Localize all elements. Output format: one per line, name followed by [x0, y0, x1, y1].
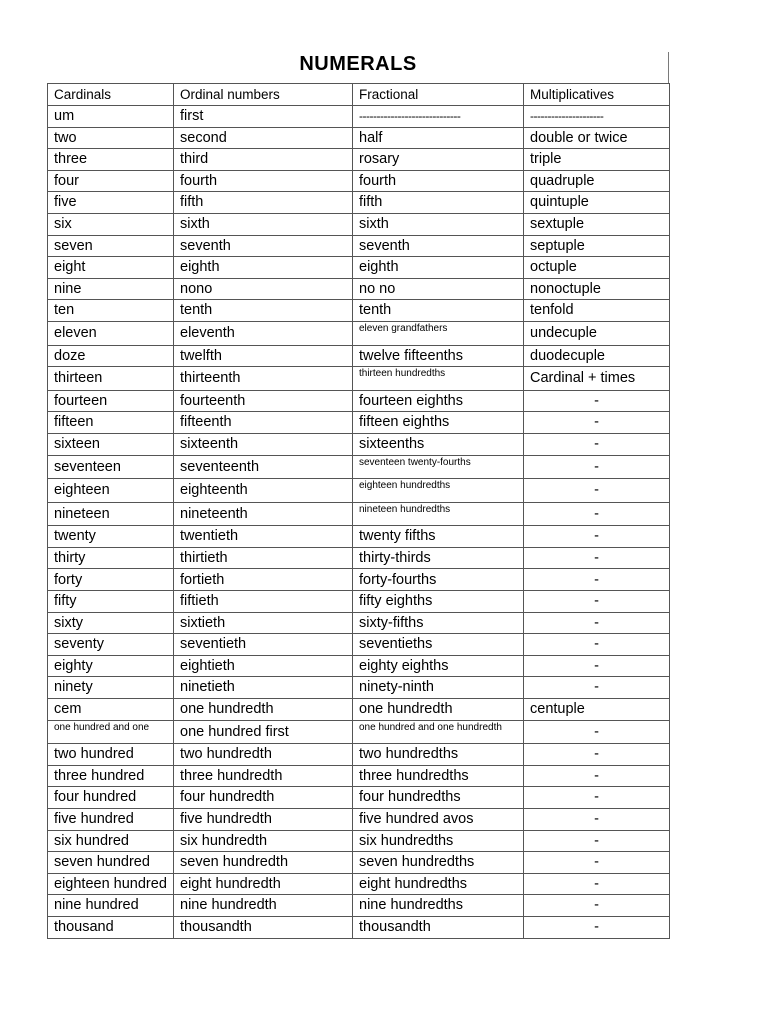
- multiplicative-cell: -: [524, 852, 670, 874]
- multiplicative-cell: -: [524, 390, 670, 412]
- ordinal-cell: seven hundredth: [174, 852, 353, 874]
- cardinal-cell: seven: [48, 235, 174, 257]
- cardinal-cell: six: [48, 213, 174, 235]
- fractional-cell: eighteen hundredths: [353, 479, 524, 503]
- fractional-cell: fifty eighths: [353, 591, 524, 613]
- cardinal-cell: ten: [48, 300, 174, 322]
- multiplicative-cell: -: [524, 612, 670, 634]
- table-row: [48, 170, 670, 192]
- fractional-cell: ninety-ninth: [353, 677, 524, 699]
- cardinal-cell: four hundred: [48, 787, 174, 809]
- cardinal-cell: eighty: [48, 655, 174, 677]
- multiplicative-cell: -: [524, 765, 670, 787]
- ordinal-cell: tenth: [174, 300, 353, 322]
- cardinal-cell: fifty: [48, 591, 174, 613]
- cardinal-cell: six hundred: [48, 830, 174, 852]
- table-row: [48, 149, 670, 171]
- fractional-cell: half: [353, 127, 524, 149]
- table-row: [48, 744, 670, 766]
- table-row: [48, 300, 670, 322]
- fractional-cell: thousandth: [353, 916, 524, 938]
- table-row: [48, 873, 670, 895]
- numerals-table: [47, 83, 670, 939]
- cardinal-cell: seven hundred: [48, 852, 174, 874]
- fractional-cell: twenty fifths: [353, 526, 524, 548]
- header-ordinal-numbers: Ordinal numbers: [174, 84, 353, 106]
- fractional-cell: three hundredths: [353, 765, 524, 787]
- ordinal-cell: seventieth: [174, 634, 353, 656]
- table-row: [48, 257, 670, 279]
- cardinal-cell: sixteen: [48, 433, 174, 455]
- fractional-cell: eighty eighths: [353, 655, 524, 677]
- table-row: [48, 569, 670, 591]
- multiplicative-cell: -: [524, 895, 670, 917]
- multiplicative-cell: -: [524, 479, 670, 503]
- fractional-cell: fifteen eighths: [353, 412, 524, 434]
- cardinal-cell: ninety: [48, 677, 174, 699]
- fractional-cell: thirty-thirds: [353, 547, 524, 569]
- table-row: [48, 235, 670, 257]
- ordinal-cell: five hundredth: [174, 809, 353, 831]
- multiplicative-cell: undecuple: [524, 321, 670, 345]
- table-row: [48, 699, 670, 721]
- ordinal-cell: twentieth: [174, 526, 353, 548]
- table-row: [48, 677, 670, 699]
- multiplicative-cell: Cardinal + times: [524, 367, 670, 391]
- ordinal-cell: fortieth: [174, 569, 353, 591]
- fractional-cell: sixty-fifths: [353, 612, 524, 634]
- multiplicative-cell: -: [524, 809, 670, 831]
- table-row: [48, 852, 670, 874]
- multiplicative-cell: -: [524, 873, 670, 895]
- ordinal-cell: eleventh: [174, 321, 353, 345]
- ordinal-cell: four hundredth: [174, 787, 353, 809]
- table-row: [48, 720, 670, 744]
- multiplicative-cell: -: [524, 830, 670, 852]
- cardinal-cell: thirteen: [48, 367, 174, 391]
- fractional-cell: fourteen eighths: [353, 390, 524, 412]
- ordinal-cell: nineteenth: [174, 502, 353, 526]
- cardinal-cell: four: [48, 170, 174, 192]
- multiplicative-cell: triple: [524, 149, 670, 171]
- cardinal-cell: forty: [48, 569, 174, 591]
- ordinal-cell: eighth: [174, 257, 353, 279]
- ordinal-cell: fourteenth: [174, 390, 353, 412]
- multiplicative-cell: double or twice: [524, 127, 670, 149]
- cardinal-cell: sixty: [48, 612, 174, 634]
- ordinal-cell: sixth: [174, 213, 353, 235]
- cardinal-cell: nine: [48, 278, 174, 300]
- table-row: [48, 547, 670, 569]
- table-row: [48, 390, 670, 412]
- ordinal-cell: second: [174, 127, 353, 149]
- cardinal-cell: um: [48, 106, 174, 128]
- cardinal-cell: fifteen: [48, 412, 174, 434]
- table-row: [48, 367, 670, 391]
- multiplicative-cell: -: [524, 433, 670, 455]
- fractional-cell: two hundredths: [353, 744, 524, 766]
- table-row: [48, 213, 670, 235]
- fractional-cell: nine hundredths: [353, 895, 524, 917]
- ordinal-cell: fourth: [174, 170, 353, 192]
- cardinal-cell: three: [48, 149, 174, 171]
- table-row: [48, 526, 670, 548]
- cardinal-cell: eight: [48, 257, 174, 279]
- cardinal-cell: five hundred: [48, 809, 174, 831]
- ordinal-cell: nono: [174, 278, 353, 300]
- ordinal-cell: eight hundredth: [174, 873, 353, 895]
- ordinal-cell: seventh: [174, 235, 353, 257]
- multiplicative-cell: sextuple: [524, 213, 670, 235]
- ordinal-cell: thirteenth: [174, 367, 353, 391]
- ordinal-cell: sixteenth: [174, 433, 353, 455]
- ordinal-cell: nine hundredth: [174, 895, 353, 917]
- cardinal-cell: nineteen: [48, 502, 174, 526]
- multiplicative-cell: -: [524, 677, 670, 699]
- fractional-cell: thirteen hundredths: [353, 367, 524, 391]
- multiplicative-cell: septuple: [524, 235, 670, 257]
- table-row: [48, 192, 670, 214]
- fractional-cell: twelve fifteenths: [353, 345, 524, 367]
- cardinal-cell: twenty: [48, 526, 174, 548]
- header-fractional: Fractional: [353, 84, 524, 106]
- fractional-cell: forty-fourths: [353, 569, 524, 591]
- header-multiplicatives: Multiplicatives: [524, 84, 670, 106]
- ordinal-cell: first: [174, 106, 353, 128]
- fractional-cell: one hundred and one hundredth: [353, 720, 524, 744]
- multiplicative-cell: -: [524, 634, 670, 656]
- cardinal-cell: seventeen: [48, 455, 174, 479]
- fractional-cell: tenth: [353, 300, 524, 322]
- table-row: [48, 765, 670, 787]
- cardinal-cell: five: [48, 192, 174, 214]
- cardinal-cell: eleven: [48, 321, 174, 345]
- ordinal-cell: eightieth: [174, 655, 353, 677]
- multiplicative-cell: -: [524, 655, 670, 677]
- multiplicative-cell: centuple: [524, 699, 670, 721]
- table-row: [48, 612, 670, 634]
- fractional-cell: eight hundredths: [353, 873, 524, 895]
- fractional-cell: sixteenths: [353, 433, 524, 455]
- ordinal-cell: six hundredth: [174, 830, 353, 852]
- table-row: [48, 345, 670, 367]
- ordinal-cell: third: [174, 149, 353, 171]
- ordinal-cell: twelfth: [174, 345, 353, 367]
- table-row: [48, 106, 670, 128]
- ordinal-cell: seventeenth: [174, 455, 353, 479]
- multiplicative-cell: quintuple: [524, 192, 670, 214]
- ordinal-cell: fiftieth: [174, 591, 353, 613]
- ordinal-cell: thousandth: [174, 916, 353, 938]
- ordinal-cell: one hundred first: [174, 720, 353, 744]
- fractional-cell: seventh: [353, 235, 524, 257]
- table-row: [48, 412, 670, 434]
- cardinal-cell: eighteen hundred: [48, 873, 174, 895]
- multiplicative-cell: -: [524, 526, 670, 548]
- fractional-cell: seventeen twenty-fourths: [353, 455, 524, 479]
- fractional-cell: four hundredths: [353, 787, 524, 809]
- table-row: [48, 809, 670, 831]
- fractional-cell: -----------------------------: [353, 106, 524, 128]
- ordinal-cell: eighteenth: [174, 479, 353, 503]
- fractional-cell: one hundredth: [353, 699, 524, 721]
- table-row: [48, 455, 670, 479]
- multiplicative-cell: -: [524, 787, 670, 809]
- header-cardinals: Cardinals: [48, 84, 174, 106]
- cardinal-cell: thirty: [48, 547, 174, 569]
- multiplicative-cell: nonoctuple: [524, 278, 670, 300]
- multiplicative-cell: -: [524, 412, 670, 434]
- multiplicative-cell: ---------------------: [524, 106, 670, 128]
- cardinal-cell: nine hundred: [48, 895, 174, 917]
- fractional-cell: six hundredths: [353, 830, 524, 852]
- ordinal-cell: fifteenth: [174, 412, 353, 434]
- fractional-cell: rosary: [353, 149, 524, 171]
- table-row: [48, 479, 670, 503]
- multiplicative-cell: -: [524, 744, 670, 766]
- multiplicative-cell: -: [524, 502, 670, 526]
- ordinal-cell: sixtieth: [174, 612, 353, 634]
- fractional-cell: eleven grandfathers: [353, 321, 524, 345]
- table-row: [48, 321, 670, 345]
- fractional-cell: fifth: [353, 192, 524, 214]
- cardinal-cell: three hundred: [48, 765, 174, 787]
- ordinal-cell: fifth: [174, 192, 353, 214]
- fractional-cell: no no: [353, 278, 524, 300]
- ordinal-cell: two hundredth: [174, 744, 353, 766]
- header-row: [48, 84, 670, 106]
- fractional-cell: seventieths: [353, 634, 524, 656]
- multiplicative-cell: -: [524, 720, 670, 744]
- table-row: [48, 787, 670, 809]
- table-row: [48, 895, 670, 917]
- fractional-cell: fourth: [353, 170, 524, 192]
- table-row: [48, 127, 670, 149]
- multiplicative-cell: octuple: [524, 257, 670, 279]
- cardinal-cell: two hundred: [48, 744, 174, 766]
- table-row: [48, 830, 670, 852]
- numerals-table-body: [48, 84, 670, 939]
- cardinal-cell: eighteen: [48, 479, 174, 503]
- cardinal-cell: doze: [48, 345, 174, 367]
- cardinal-cell: cem: [48, 699, 174, 721]
- table-row: [48, 502, 670, 526]
- table-row: [48, 916, 670, 938]
- fractional-cell: nineteen hundredths: [353, 502, 524, 526]
- multiplicative-cell: -: [524, 547, 670, 569]
- multiplicative-cell: duodecuple: [524, 345, 670, 367]
- cardinal-cell: seventy: [48, 634, 174, 656]
- table-row: [48, 278, 670, 300]
- fractional-cell: five hundred avos: [353, 809, 524, 831]
- table-row: [48, 433, 670, 455]
- page-title: NUMERALS: [299, 53, 417, 75]
- ordinal-cell: ninetieth: [174, 677, 353, 699]
- fractional-cell: sixth: [353, 213, 524, 235]
- multiplicative-cell: -: [524, 916, 670, 938]
- multiplicative-cell: quadruple: [524, 170, 670, 192]
- multiplicative-cell: -: [524, 569, 670, 591]
- table-row: [48, 634, 670, 656]
- table-row: [48, 655, 670, 677]
- multiplicative-cell: tenfold: [524, 300, 670, 322]
- multiplicative-cell: -: [524, 455, 670, 479]
- fractional-cell: seven hundredths: [353, 852, 524, 874]
- ordinal-cell: one hundredth: [174, 699, 353, 721]
- cardinal-cell: fourteen: [48, 390, 174, 412]
- fractional-cell: eighth: [353, 257, 524, 279]
- ordinal-cell: thirtieth: [174, 547, 353, 569]
- cardinal-cell: thousand: [48, 916, 174, 938]
- cardinal-cell: two: [48, 127, 174, 149]
- cardinal-cell: one hundred and one: [48, 720, 174, 744]
- multiplicative-cell: -: [524, 591, 670, 613]
- ordinal-cell: three hundredth: [174, 765, 353, 787]
- table-row: [48, 591, 670, 613]
